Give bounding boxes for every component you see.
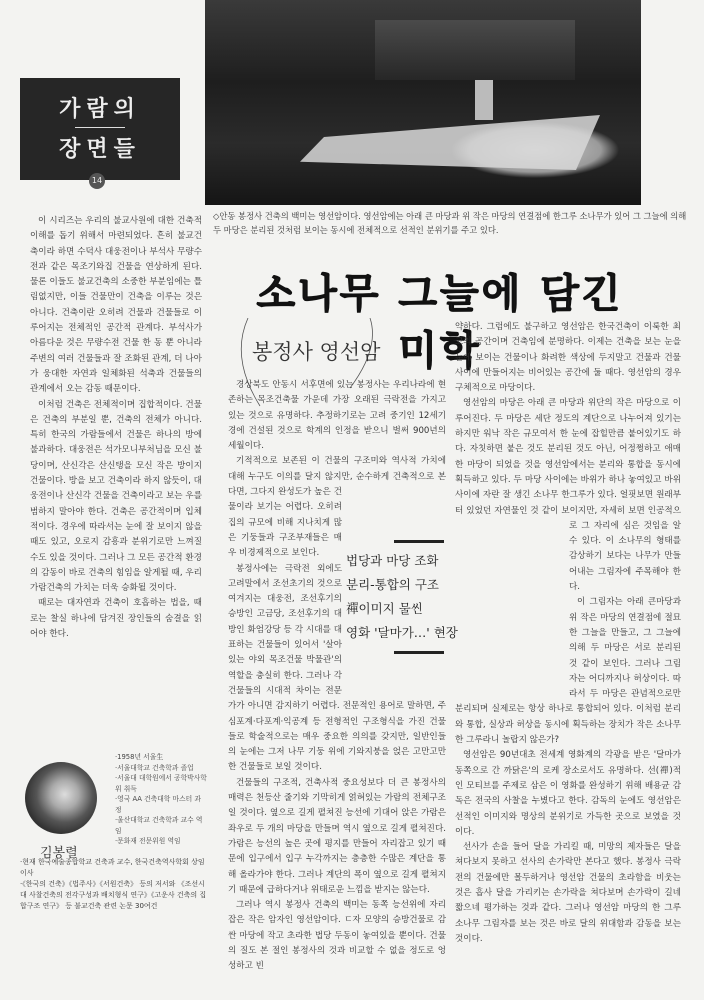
article-paragraph: 건물들의 구조적, 건축사적 중요성보다 더 큰 봉정사의 매력은 천등산 줄기와 기막히게 얽혀있는 가람의 전체구조일 것이다. 옆으로 길게 펼쳐진 능선에 기대어 앉은 가람은 좌우로 두 개의 마당을 만들며 역시 옆으로 길게 펼쳐진다. 가람은 능선의 높은 곳에 평지를 만들어 자리잡고 있기 때문에 입구에서 입구 누각까지는 층층한 수많은 계단을 통해 올라가야 한다. 그러나 계단의 폭이 옆으로 길게 펼쳐지기 때문에 급하다거나 위태로운 느낌을 받지는 않는다. — [228, 777, 446, 895]
headline: 소나무 그늘에 담긴 미학 — [256, 271, 624, 374]
bio-item: ·영국 AA 건축대학 마스터 과정 — [115, 795, 201, 814]
pull-quote — [346, 540, 471, 654]
bio-item: ·서울대 대학원에서 공학박사학위 취득 — [115, 774, 207, 793]
series-title-divider — [75, 127, 125, 128]
author-current-position: ·현재 한국예술종합학교 건축과 교수, 한국건축역사학회 상임이사 — [20, 858, 205, 877]
series-intro-column — [30, 214, 202, 642]
author-bio-list — [115, 752, 207, 847]
intro-paragraph: 이처럼 건축은 전체적이며 집합적이다. 건물은 건축의 부분일 뿐, 건축의 전체가 아니다. 특히 한국의 가람들에서 건물은 하나의 방에 불과하다. 대웅전은 석가모니부처님을 모신 불당이며, 산신각은 산신탱을 모신 작은 방이지 건물이다. 방을 보고 건축이라 하지 않듯이, 대웅전이나 산신각 건물을 건축이라고 보는 우를 범하지 말아야 한다. 건축은 공간적이며 입체적이다. 경우에 따라서는 눈에 잘 보이지 않을 때도 있고, 오로지 감흥과 분위기로만 느껴질 수도 있을 것이다. 그러나 그 모든 공간적 환경의 감동이 바로 건축의 힘임을 알게될 때, 우리 가람건축의 가치는 더욱 승화될 것이다. — [30, 399, 202, 594]
author-portrait — [25, 762, 97, 834]
article-paragraph: 영선암은 90년대초 전세계 영화계의 각광을 받은 '달마가 동쪽으로 간 까닭은'의 로케 장소로서도 유명하다. 선(禪)적인 모티브를 주제로 삼은 이 영화를 완성하기 위해 배용균 감독은 전국의 사찰을 누볐다고 한다. 감독의 눈에도 영선암은 선적인 이미지와 명상의 분위기로 가득한 곳으로 보였을 것이다. — [455, 750, 681, 837]
article-paragraph: 선사가 손을 들어 달을 가리킬 때, 미망의 제자들은 달을 쳐다보지 못하고 선사의 손가락만 본다고 했다. 봉정사 극락전의 건물에만 몰두하거나 영선암 건물의 초라함을 비웃는 것은 흡사 달을 가리키는 손가락을 쳐다보며 손가락이 길네 짧으네 평가하는 것과 같다. 그러나 영선암 마당의 한 그루 소나무 그림자를 보는 것은 바로 달의 위대함과 감동을 보는 것이다. — [455, 842, 681, 944]
article-middle-column — [228, 378, 446, 975]
series-title-line2: 장면들 — [59, 137, 141, 162]
series-title-line1: 가람의 — [59, 97, 141, 122]
photo-stone-lantern-shape — [475, 80, 493, 120]
article-paragraph: 기적적으로 보존된 이 건물의 구조미와 역사적 가치에 대해 누구도 이의를 달지 않지만, 순수하게 건축적으로 본다면, 그다지 완성도가 높은 건물이라 보기는 어렵다. 오히려 집의 규모에 비해 지나치게 많은 기둥들과 구조부재들은 매우 비경제적으로 보인다. — [228, 456, 446, 559]
intro-paragraph: 이 시리즈는 우리의 불교사원에 대한 건축적 이해를 돕기 위해서 마련되었다. 흔히 불교건축이라 하면 수덕사 대웅전이나 부석사 무량수전과 같은 목조기와집 건물을 연상하게 된다. 물론 이들도 불교건축의 소중한 부분임에는 틀림없지만, 이들 건물만이 건축을 이루는 것은 아니다. 건축이란 오히려 건물과 건물들로 이루어지는 전체적인 공간적 관계다. 부석사가 아름다운 것은 무량수전 건물 한 동 뿐 아니라 주변의 여러 건물들과 잘 조화된 관계, 더 나아가 웅대한 자연과 일체화된 석축과 건물들의 관계에서 오는 감동 때문이다. — [30, 216, 202, 395]
pull-quote-line: 영화 '달마가…' 현장 — [346, 625, 458, 640]
article-paragraph: 영선암의 마당은 아래 큰 마당과 위단의 작은 마당으로 이루어진다. 두 마당은 세단 정도의 계단으로 나누어져 있기는 하지만 워낙 작은 규모여서 한 눈에 잡힐만큼 붙어있기도 하다. 자칫하면 붙은 것도 분리된 것도 아닌, 어정쩡하고 애매한 마당이 되었을 것을 영선암에서는 분리와 통합을 동시에 획득하고 있다. 두 마당 사이에는 바위가 하나 놓여있고 바위사이에 자란 잘 생긴 소나무 한그루가 있다. 얼핏보면 원래부터 있었던 자연물인 것 같이 보이지만, 자세히 보면 인공적으로 그 자리에 심은 것임을 알 수 있다. 이 소나무의 형태를 감상하기 보다는 나무가 만들어내는 그림자에 주목해야 한다. — [455, 398, 681, 593]
article-paragraph: 이 그림자는 아래 큰마당과 위 작은 마당의 연결점에 절묘한 그늘을 만들고, 그 그늘에 의해 두 마당은 서로 분리된 것 같이 보인다. 그러나 그림자는 어디까지나 허상이다. 따라서 두 마당은 관념적으로만 분리되며 실제로는 항상 하나로 통합되어 있다. 이처럼 분리와 통합, 실상과 허상을 동시에 획득하는 장치가 작은 소나무 한 그루라니 놀랍지 않은가? — [455, 597, 681, 746]
pull-quote-line: 禪이미지 물씬 — [346, 601, 423, 616]
photo-roof-shape — [375, 20, 575, 80]
pull-quote-top-rule — [394, 540, 444, 543]
pull-quote-line: 법당과 마당 조화 — [346, 553, 439, 568]
article-paragraph: 약하다. 그럼에도 불구하고 영선암은 한국건축이 이룩한 최고의 공간이며 건축임에 분명하다. 이제는 건축을 보는 눈을 눈에 보이는 건물이나 화려한 색상에 두지말고 건물과 건물 사이에 만들어지는 비어있는 공간에 둘 때다. 영선암의 경우 구체적으로 마당이다. — [455, 322, 681, 394]
article-paragraph: 봉정사에는 극락전 외에도 고려말에서 조선초기의 것으로 여겨지는 대웅전, 조선후기의 승방인 고금당, 조선후기의 대방인 화엄강당 등 각 시대를 대표하는 건물들이 있어서 '살아있는 야외 목조건물 박물관'의 역할을 충실히 한다. 그러나 각 건물들의 시대적 차이는 전문가가 아니면 감지하기 어렵다. 전문적인 용어로 말하면, 주심포계·다포계·익공계 등 전형적인 구조형식을 가진 건물들로 학술적으로는 매우 중요한 의의를 갖지만, 일반인들의 눈에는 그저 나무 기둥 위에 기와지붕을 얹은 고만고만한 건물들로 보일 것이다. — [228, 563, 446, 773]
bio-item: ·울산대학교 건축학과 교수 역임 — [115, 816, 203, 835]
article-paragraph: 그러나 역시 봉정사 건축의 백미는 동쪽 능선위에 자리잡은 작은 암자인 영선암이다. ㄷ자 모양의 승방건물로 감싼 마당에 작고 초라한 법당 두동이 놓여있을 뿐이다. 건물의 질도 본 절인 봉정사의 것과 비교할 수 없을 정도로 엉성하고 빈 — [228, 900, 446, 972]
pull-quote-line: 분리-통합의 구조 — [346, 577, 440, 592]
intro-paragraph: 때로는 대자연과 건축이 호흡하는 법을, 때로는 찰실 하나에 담겨진 장인들의 숨결을 읽어야 한다. — [30, 598, 202, 640]
bio-item: ·1958년 서울生 — [115, 753, 164, 761]
author-works: ·《한국의 건축》《법주사》《서원건축》 등의 저서와 《조선시대 사찰건축의 전각구성과 배치형식 연구》《고운사 건축의 집합구조 연구》 등 불교건축 관련 논문 30여건 — [20, 880, 207, 910]
series-title-box — [20, 78, 180, 180]
bio-item: ·문화재 전문위원 역임 — [115, 837, 181, 845]
temple-courtyard-photo — [205, 0, 641, 205]
pull-quote-bottom-rule — [394, 651, 444, 654]
photo-courtyard-shape — [300, 115, 600, 170]
subheadline: 봉정사 영선암 — [252, 340, 381, 364]
author-name: 김봉렬 — [40, 846, 78, 861]
author-credentials — [20, 857, 210, 912]
article-right-column — [455, 320, 681, 947]
photo-caption: ◇안동 봉정사 건축의 백미는 영선암이다. 영선암에는 아래 큰 마당과 위 작은 마당의 연결점에 한그루 소나무가 있어 그 그늘에 의해 두 마당은 분리된 것처럼 보이는 동시에 전체적으로 선적인 분위기를 주고 있다. — [213, 211, 687, 235]
series-number-badge: 14 — [89, 173, 105, 189]
bio-item: ·서울대학교 건축학과 졸업 — [115, 763, 194, 772]
article-paragraph: 경상북도 안동시 서후면에 있는 봉정사는 우리나라에 현존하는 목조건축물 가운데 가장 오래된 극락전을 가지고 있는 것으로 유명하다. 추정하기로는 고려 중기인 12세기경에 건설된 것으로 학계의 인정을 받으니 벌써 900년의 세월이다. — [228, 380, 446, 452]
